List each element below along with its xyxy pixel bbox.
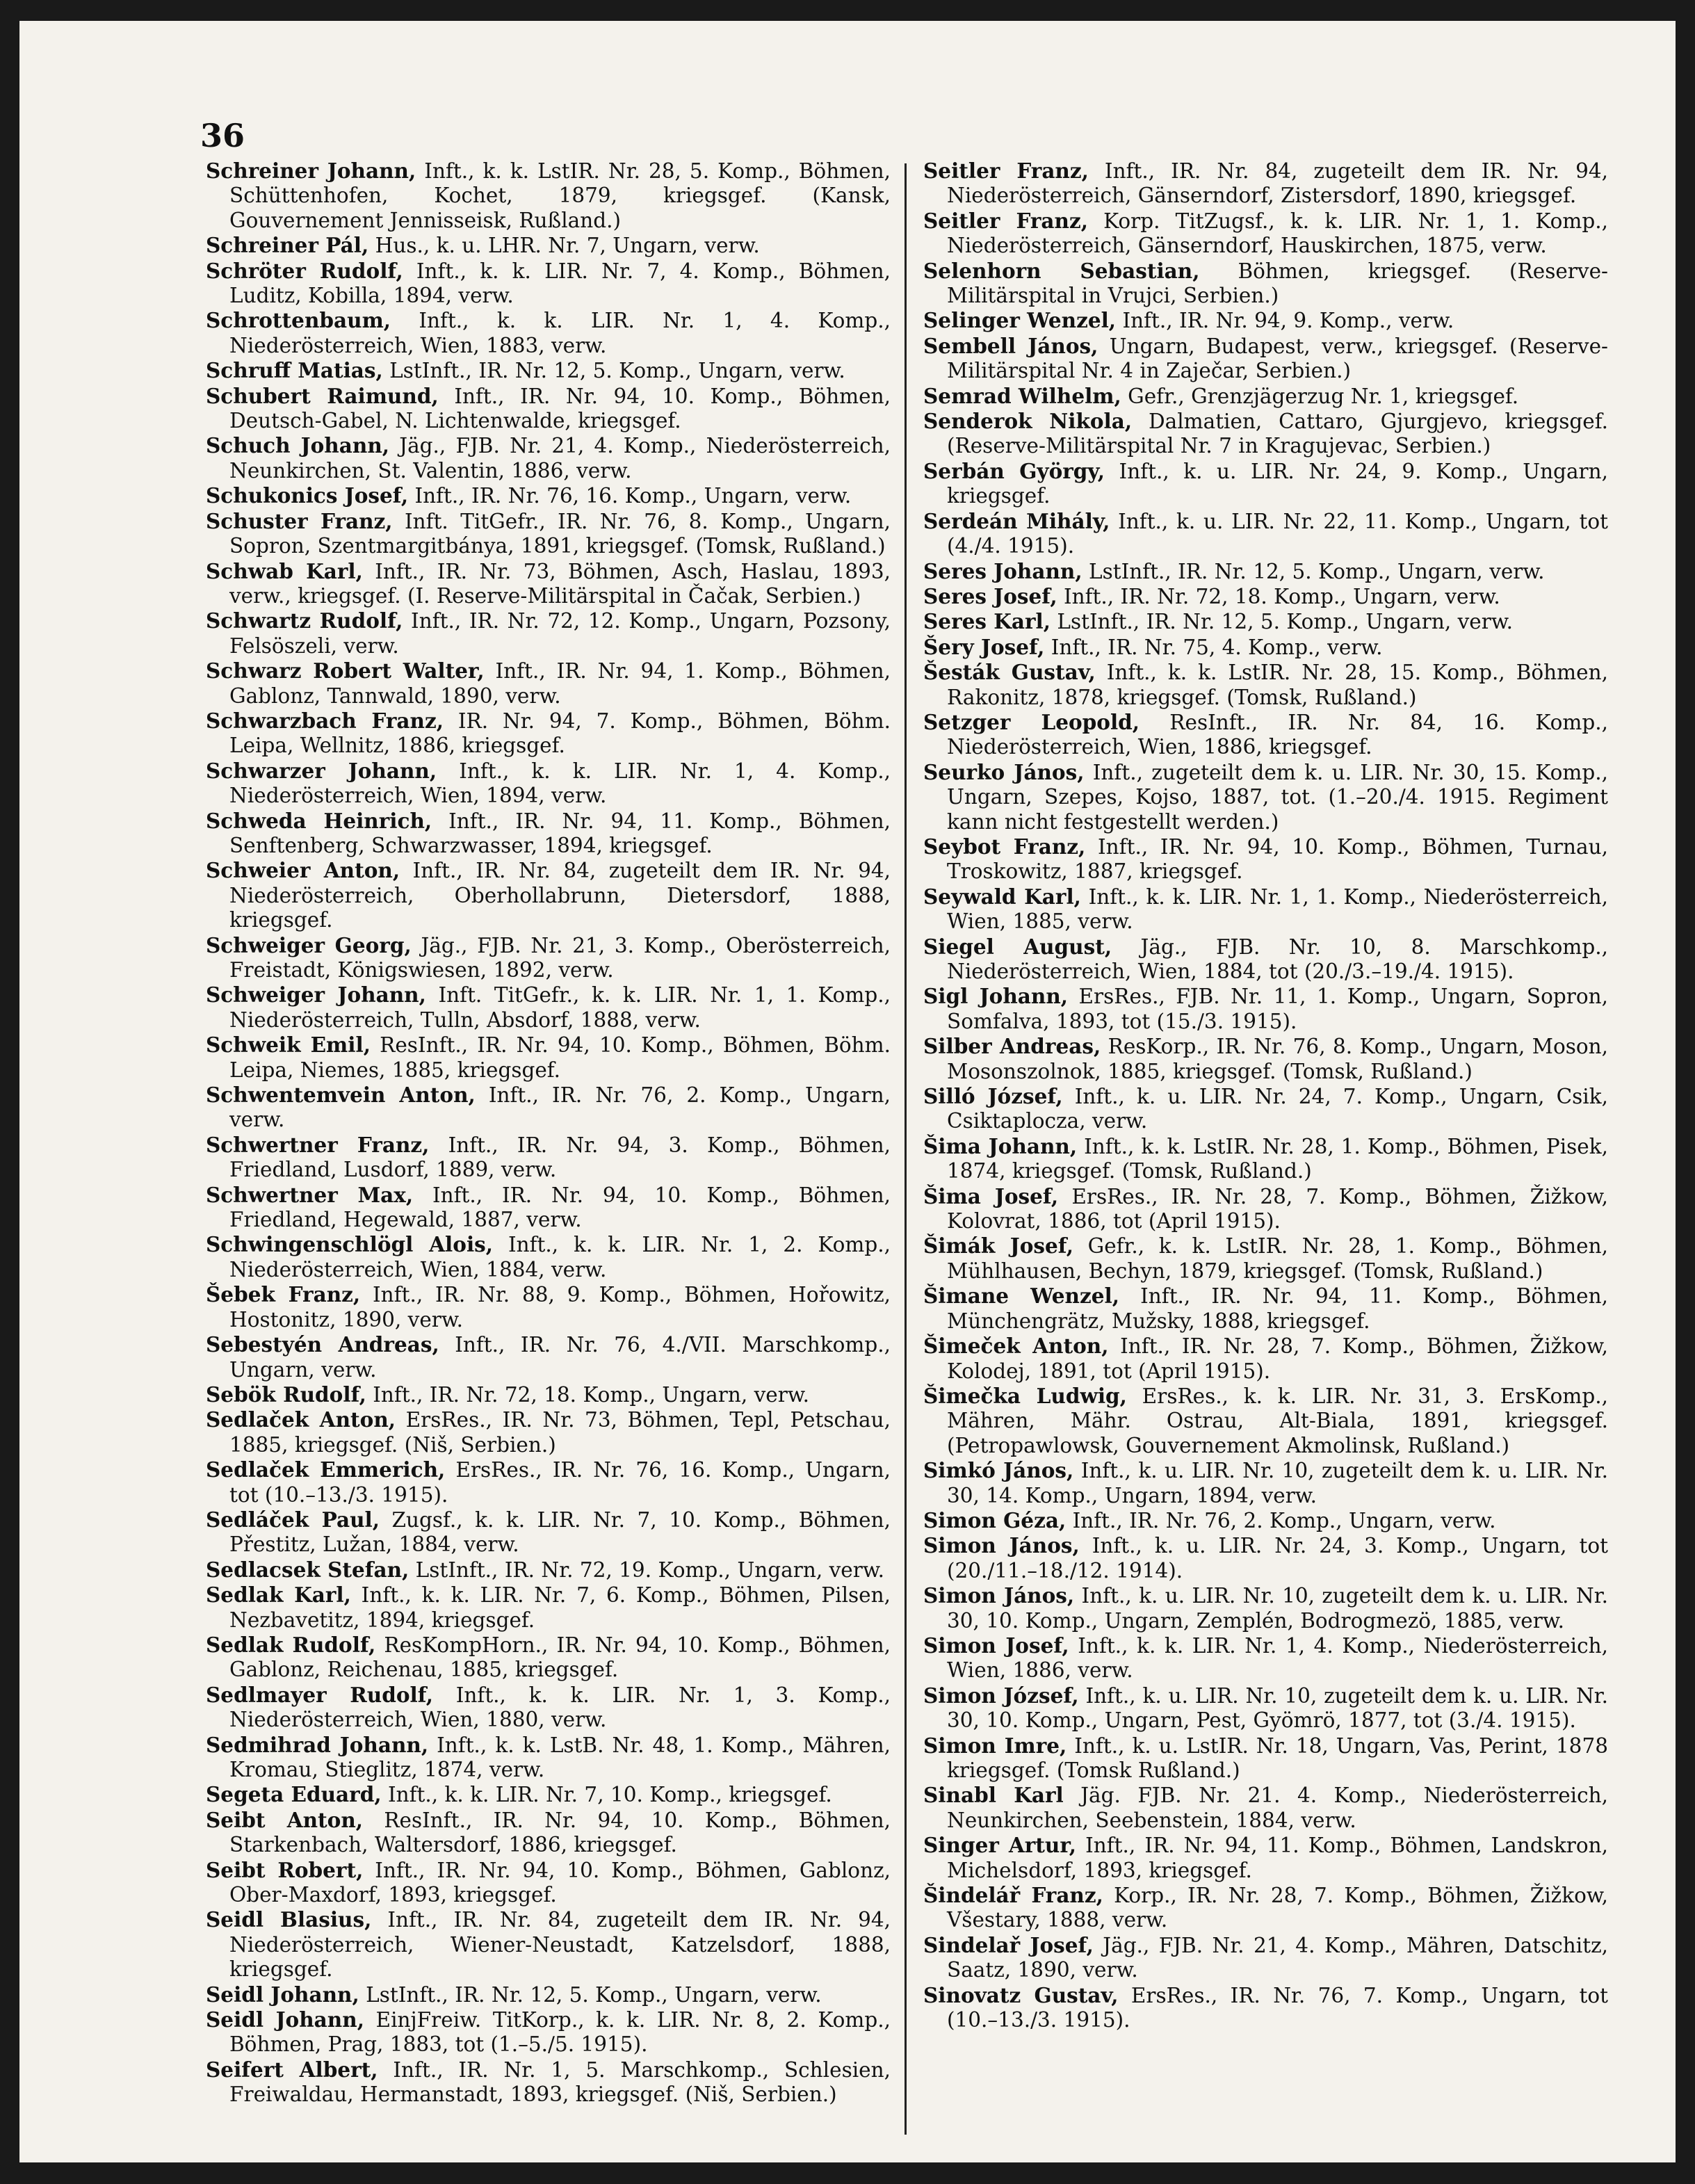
entry-details: Inft., k. k. LstIR. Nr. 28, 5. Komp., Böhmen, Schüttenhofen, Kochet, 1879, kriegsgef. (Kansk, Gouvernement Jennisseisk, Rußland.) [229,159,891,232]
entry-name: Serbán György, [923,458,1105,483]
list-item [206,2057,891,2108]
list-item [923,935,1608,985]
entry-name: Schreiner Johann, [206,159,416,183]
entry-details: Inft., k. k. LstIR. Nr. 28, 15. Komp., Böhmen, Rakonitz, 1878, kriegsgef. (Tomsk, Rußland.) [947,661,1608,709]
list-item [206,358,891,383]
list-item [206,1183,891,1233]
entry-name: Sinovatz Gustav, [923,1982,1119,2007]
entry-name: Šima Josef, [923,1183,1059,1208]
list-item [206,858,891,932]
entry-details: Jäg., FJB. Nr. 21, 4. Komp., Mähren, Datschitz, Saatz, 1890, verw. [947,1933,1609,1982]
entry-details: Inft., k. k. LstB. Nr. 48, 1. Komp., Mähren, Kromau, Stieglitz, 1874, verw. [229,1733,891,1781]
entry-name: Schweik Emil, [206,1033,371,1058]
entry-name: Simon János, [923,1583,1075,1608]
entry-name: Seibt Robert, [206,1857,364,1882]
list-item [206,709,891,759]
entry-details: LstInft., IR. Nr. 12, 5. Komp., Ungarn, verw. [1051,610,1513,634]
entry-name: Schreiner Pál, [206,233,369,258]
list-item [923,1933,1608,1983]
entry-details: EinjFreiw. TitKorp., k. k. LIR. Nr. 8, 2. Komp., Böhmen, Prag, 1883, tot (1.–5./5. 1915). [229,2008,891,2057]
entry-details: Inft., k. k. LIR. Nr. 1, 4. Komp., Niederösterreich, Wien, 1894, verw. [229,759,891,808]
list-item [206,259,891,309]
list-item [923,609,1608,634]
entry-details: Inft., IR. Nr. 94, 11. Komp., Böhmen, Senftenberg, Schwarzwasser, 1894, kriegsgef. [229,809,891,857]
page-sheet [19,21,1676,2162]
entry-details: Inft. TitGefr., IR. Nr. 76, 8. Komp., Ungarn, Sopron, Szentmargitbánya, 1891, kriegsgef. (Tomsk, Rußland.) [229,509,891,558]
entry-details: Inft., IR. Nr. 84, zugeteilt dem IR. Nr. 94, Niederösterreich, Wiener-Neustadt, Katzelsdorf, 1888, kriegsgef. [229,1908,891,1982]
entry-name: Šimečka Ludwig, [923,1383,1127,1408]
entry-details: Inft., IR. Nr. 84, zugeteilt dem IR. Nr. 94, Niederösterreich, Gänserndorf, Zistersdorf, 1890, kriegsgef. [947,159,1608,208]
entry-name: Schröter Rudolf, [206,258,403,283]
entry-details: Inft., IR. Nr. 1, 5. Marschkomp., Schlesien, Freiwaldau, Hermanstadt, 1893, kriegsgef. (Niš, Serbien.) [229,2057,891,2107]
entry-details: ErsRes., IR. Nr. 28, 7. Komp., Böhmen, Žižkow, Kolovrat, 1886, tot (April 1915). [947,1184,1608,1233]
entry-name: Silló József, [923,1084,1063,1109]
entry-details: Inft., IR. Nr. 73, Böhmen, Asch, Haslau, 1893, verw., kriegsgef. (I. Reserve-Militärspital in Čačak, Serbien.) [229,559,891,608]
list-item [923,1633,1608,1683]
list-item [923,459,1608,509]
entry-name: Sindelař Josef, [923,1932,1094,1957]
entry-name: Simon József, [923,1683,1079,1708]
list-item [206,1332,891,1382]
entry-name: Šery Josef, [923,634,1045,659]
entry-name: Sebestyén Andreas, [206,1332,439,1357]
entry-name: Seres Johann, [923,558,1082,583]
list-item [923,1284,1608,1334]
list-item [206,759,891,809]
list-item [206,384,891,434]
list-item [206,1083,891,1133]
entry-name: Schukonics Josef, [206,483,409,508]
column-divider [905,163,907,2135]
entry-details: ErsRes., IR. Nr. 76, 7. Komp., Ungarn, tot (10.–13./3. 1915). [947,1983,1609,2032]
entry-details: Inft., IR. Nr. 72, 18. Komp., Ungarn, verw. [366,1382,809,1407]
entry-details: Inft., k. k. LIR. Nr. 1, 4. Komp., Niederösterreich, Wien, 1883, verw. [229,309,891,357]
entry-name: Schweiger Johann, [206,982,426,1008]
list-item [206,159,891,233]
entry-details: Inft., k. u. LstIR. Nr. 18, Ungarn, Vas, Perint, 1878 kriegsgef. (Tomsk Rußland.) [947,1733,1608,1782]
entry-name: Šimane Wenzel, [923,1284,1120,1309]
list-item [923,1233,1608,1284]
list-item [923,1833,1608,1883]
entry-details: Inft. TitGefr., k. k. LIR. Nr. 1, 1. Komp., Niederösterreich, Tulln, Absdorf, 1888, verw. [229,983,891,1032]
entry-details: Inft., k. k. LIR. Nr. 1, 3. Komp., Niederösterreich, Wien, 1880, verw. [229,1683,891,1732]
list-item [923,1883,1608,1933]
list-item [206,233,891,258]
entry-details: Inft., IR. Nr. 88, 9. Komp., Böhmen, Hořowitz, Hostonitz, 1890, verw. [229,1283,891,1332]
entry-details: LstInft., IR. Nr. 12, 5. Komp., Ungarn, verw. [382,359,845,383]
list-item [206,809,891,859]
entry-details: Inft., IR. Nr. 94, 3. Komp., Böhmen, Friedland, Lusdorf, 1889, verw. [229,1133,891,1182]
entry-name: Sembell János, [923,333,1098,358]
entry-details: Inft., k. u. LIR. Nr. 10, zugeteilt dem k. u. LIR. Nr. 30, 10. Komp., Ungarn, Pest, Gyömrö, 1877, tot (3./4. 1915). [947,1683,1608,1733]
list-item [923,1533,1608,1583]
list-item [206,1558,891,1583]
list-item [923,334,1608,384]
list-item [206,1907,891,1982]
list-item [206,1033,891,1083]
entry-name: Seidl Blasius, [206,1907,372,1932]
entry-details: Korp., IR. Nr. 28, 7. Komp., Böhmen, Žižkow, Všestary, 1888, verw. [947,1884,1608,1932]
list-item [923,1683,1608,1733]
entry-details: Inft., k. k. LIR. Nr. 7, 6. Komp., Böhmen, Pilsen, Nezbavetitz, 1894, kriegsgef. [229,1583,891,1632]
entry-details: Inft., IR. Nr. 94, 1. Komp., Böhmen, Gablonz, Tannwald, 1890, verw. [229,659,891,708]
entry-name: Schwarzer Johann, [206,758,437,783]
list-item [923,884,1608,935]
list-item [206,1282,891,1332]
entry-details: Inft., IR. Nr. 94, 10. Komp., Böhmen, Friedland, Hegewald, 1887, verw. [229,1183,891,1232]
list-item [923,834,1608,884]
list-item [923,209,1608,259]
list-item [923,1783,1608,1833]
list-item [206,433,891,483]
list-item [923,1084,1608,1134]
entry-details: Zugsf., k. k. LIR. Nr. 7, 10. Komp., Böhmen, Přestitz, Lužan, 1884, verw. [229,1507,891,1557]
list-item [923,1334,1608,1384]
list-item [206,1782,891,1807]
entry-name: Seifert Albert, [206,2057,378,2082]
list-item [206,308,891,358]
entry-name: Sigl Johann, [923,984,1069,1009]
entry-details: Inft., k. k. LstIR. Nr. 28, 1. Komp., Böhmen, Pisek, 1874, kriegsgef. (Tomsk, Rußland.) [947,1134,1608,1183]
entry-name: Sedlaček Emmerich, [206,1457,446,1482]
entry-details: ErsRes., k. k. LIR. Nr. 31, 3. ErsKomp., Mähren, Mähr. Ostrau, Alt-Biala, 1891, kriegsgef. (Petropawlowsk, Gouvernement Akmolinsk, Rußland.) [947,1384,1608,1457]
entry-name: Šimák Josef, [923,1233,1074,1259]
list-item [923,1508,1608,1533]
list-item [206,1633,891,1683]
entry-name: Schweda Heinrich, [206,808,432,833]
entry-details: Jäg., FJB. Nr. 21, 3. Komp., Oberösterreich, Freistadt, Königswiesen, 1892, verw. [229,933,891,982]
entry-name: Schweiger Georg, [206,932,412,957]
list-item [206,1382,891,1407]
entry-name: Selenhorn Sebastian, [923,258,1200,283]
entry-details: ErsRes., IR. Nr. 73, Böhmen, Tepl, Petschau, 1885, kriegsgef. (Niš, Serbien.) [229,1408,891,1457]
entry-name: Sedlaček Anton, [206,1407,396,1432]
entry-details: LstInft., IR. Nr. 72, 19. Komp., Ungarn, verw. [409,1558,884,1582]
entry-name: Seidl Johann, [206,1982,359,2007]
list-item [206,658,891,709]
entry-name: Schwertner Max, [206,1182,414,1207]
entry-name: Schuster Franz, [206,508,393,533]
list-item [923,409,1608,459]
entry-details: ErsRes., FJB. Nr. 11, 1. Komp., Ungarn, Sopron, Somfalva, 1893, tot (15./3. 1915). [947,985,1608,1033]
list-item [923,584,1608,609]
entry-details: Inft., zugeteilt dem k. u. LIR. Nr. 30, 15. Komp., Ungarn, Szepes, Kojso, 1887, tot. (1.–20./4. 1915. Regiment kann nicht festgestellt werden.) [947,760,1608,834]
entry-name: Šebek Franz, [206,1282,361,1307]
entry-details: Inft., k. u. LIR. Nr. 22, 11. Komp., Ungarn, tot (4./4. 1915). [947,509,1608,558]
entry-details: Inft., IR. Nr. 94, 10. Komp., Böhmen, Gablonz, Ober-Maxdorf, 1893, kriegsgef. [229,1858,891,1907]
list-item [923,1034,1608,1084]
entry-name: Sinabl Karl [923,1783,1064,1808]
entry-name: Simon Josef, [923,1633,1069,1658]
entry-name: Segeta Eduard, [206,1782,382,1807]
entry-name: Simon János, [923,1533,1080,1558]
entry-name: Schuch Johann, [206,433,390,458]
entry-details: Inft., IR. Nr. 75, 4. Komp., verw. [1044,635,1383,659]
list-item [206,2007,891,2057]
list-item [206,509,891,559]
entry-name: Schwab Karl, [206,558,363,583]
entry-details: Inft., IR. Nr. 84, zugeteilt dem IR. Nr. 94, Niederösterreich, Oberhollabrunn, Dietersdorf, 1888, kriegsgef. [229,859,891,932]
list-item [923,384,1608,409]
entry-details: Jäg., FJB. Nr. 21, 4. Komp., Niederösterreich, Neunkirchen, St. Valentin, 1886, verw. [229,434,891,483]
entry-details: Böhmen, kriegsgef. (Reserve-Militärspital in Vrujci, Serbien.) [947,259,1608,308]
list-item [206,1133,891,1183]
list-item [206,1457,891,1507]
left-column [206,159,891,2108]
list-item [923,559,1608,584]
entry-details: Inft., IR. Nr. 94, 10. Komp., Böhmen, Turnau, Troskowitz, 1887, kriegsgef. [947,834,1608,884]
entry-details: ResKompHorn., IR. Nr. 94, 10. Komp., Böhmen, Gablonz, Reichenau, 1885, kriegsgef. [229,1633,891,1682]
list-item [206,483,891,508]
entry-details: Inft., k. u. LIR. Nr. 10, zugeteilt dem k. u. LIR. Nr. 30, 14. Komp., Ungarn, 1894, verw. [947,1459,1608,1507]
entry-details: Ungarn, Budapest, verw., kriegsgef. (Reserve-Militärspital Nr. 4 in Zaječar, Serbien.) [947,334,1608,383]
entry-details: Inft., IR. Nr. 28, 7. Komp., Böhmen, Žižkow, Kolodej, 1891, tot (April 1915). [947,1334,1609,1383]
entry-details: ResInft., IR. Nr. 84, 16. Komp., Niederösterreich, Wien, 1886, kriegsgef. [947,710,1608,759]
list-item [923,1184,1608,1234]
entry-name: Seybot Franz, [923,834,1086,859]
list-item [206,1808,891,1858]
entry-name: Sedláček Paul, [206,1507,380,1532]
list-item [923,1583,1608,1633]
entry-name: Serdeán Mihály, [923,508,1110,533]
entry-name: Šimeček Anton, [923,1334,1109,1359]
list-item [206,1982,891,2007]
entry-name: Siegel August, [923,934,1112,959]
entry-name: Schwingenschlögl Alois, [206,1232,494,1257]
entry-details: Inft., IR. Nr. 94, 11. Komp., Böhmen, Landskron, Michelsdorf, 1893, kriegsgef. [947,1834,1609,1882]
entry-details: Inft., IR. Nr. 76, 16. Komp., Ungarn, verw. [408,484,852,508]
entry-name: Setzger Leopold, [923,709,1140,734]
entry-name: Simon Imre, [923,1733,1067,1758]
entry-name: Seitler Franz, [923,208,1089,233]
entry-details: Inft., IR. Nr. 94, 11. Komp., Böhmen, Münchengrätz, Mužsky, 1888, kriegsgef. [947,1284,1609,1333]
entry-details: IR. Nr. 94, 7. Komp., Böhmen, Böhm. Leipa, Wellnitz, 1886, kriegsgef. [229,709,891,758]
entry-details: ErsRes., IR. Nr. 76, 16. Komp., Ungarn, tot (10.–13./3. 1915). [229,1458,891,1507]
entry-details: Inft., k. u. LIR. Nr. 24, 3. Komp., Ungarn, tot (20./11.–18./12. 1914). [947,1534,1608,1583]
entry-name: Šima Johann, [923,1133,1078,1158]
entry-details: ResInft., IR. Nr. 94, 10. Komp., Böhmen, Böhm. Leipa, Niemes, 1885, kriegsgef. [229,1033,891,1082]
entry-name: Schrottenbaum, [206,308,391,333]
entry-details: ResKorp., IR. Nr. 76, 8. Komp., Ungarn, Moson, Mosonszolnok, 1885, kriegsgef. (Tomsk, Rußland.) [947,1035,1608,1083]
entry-name: Seurko János, [923,759,1085,784]
list-item [923,1458,1608,1508]
list-item [206,1232,891,1282]
entry-name: Selinger Wenzel, [923,308,1117,333]
list-item [206,608,891,658]
entry-details: Inft., IR. Nr. 94, 9. Komp., verw. [1116,309,1454,333]
entry-details: Hus., k. u. LHR. Nr. 7, Ungarn, verw. [368,234,760,258]
entry-details: Inft., k. k. LIR. Nr. 1, 4. Komp., Niederösterreich, Wien, 1886, verw. [947,1633,1608,1683]
list-item [923,308,1608,333]
list-item [923,1384,1608,1458]
entry-details: Inft., IR. Nr. 72, 12. Komp., Ungarn, Pozsony, Felsöszeli, verw. [229,609,891,658]
entry-details: Jäg., FJB. Nr. 10, 8. Marschkomp., Niederösterreich, Wien, 1884, tot (20./3.–19./4. 1915). [947,935,1608,983]
entry-name: Schwarz Robert Walter, [206,658,485,683]
entry-name: Seidl Johann, [206,2007,364,2032]
page-number: 36 [200,117,245,154]
entry-details: Inft., k. k. LIR. Nr. 1, 1. Komp., Niederösterreich, Wien, 1885, verw. [947,884,1608,934]
entry-name: Singer Artur, [923,1833,1077,1858]
entry-name: Senderok Nikola, [923,409,1133,434]
entry-details: Inft., IR. Nr. 72, 18. Komp., Ungarn, verw. [1057,584,1500,608]
list-item [923,509,1608,559]
list-item [206,933,891,983]
entry-name: Schubert Raimund, [206,383,439,408]
list-item [923,660,1608,710]
list-item [206,1858,891,1908]
entry-name: Semrad Wilhelm, [923,383,1121,408]
entry-details: Inft., IR. Nr. 76, 2. Komp., Ungarn, verw. [229,1083,891,1132]
entry-name: Sedmihrad Johann, [206,1732,429,1757]
entry-name: Schwentemvein Anton, [206,1083,476,1108]
entry-name: Sebök Rudolf, [206,1382,366,1407]
list-item [923,710,1608,760]
entry-details: Gefr., k. k. LstIR. Nr. 28, 1. Komp., Böhmen, Mühlhausen, Bechyn, 1879, kriegsgef. (Tomsk, Rußland.) [947,1234,1608,1283]
entry-details: Inft., IR. Nr. 76, 4./VII. Marschkomp., Ungarn, verw. [229,1333,891,1382]
entry-name: Seres Karl, [923,609,1051,634]
entry-details: LstInft., IR. Nr. 12, 5. Komp., Ungarn, verw. [359,1982,822,2007]
entry-name: Sedlak Rudolf, [206,1632,376,1657]
list-item [206,559,891,609]
entry-name: Schwarzbach Franz, [206,708,444,733]
list-item [923,984,1608,1034]
list-item [923,1134,1608,1184]
entry-name: Schruff Matias, [206,358,383,383]
entry-name: Šesták Gustav, [923,660,1096,685]
list-item [206,1507,891,1558]
entry-details: Jäg. FJB. Nr. 21. 4. Komp., Niederösterreich, Neunkirchen, Seebenstein, 1884, verw. [947,1783,1608,1832]
entry-name: Sedlak Karl, [206,1583,351,1608]
list-item [206,1407,891,1457]
entry-details: Korp. TitZugsf., k. k. LIR. Nr. 1, 1. Komp., Niederösterreich, Gänserndorf, Hauskirchen, 1875, verw. [947,209,1609,258]
entry-details: Gefr., Grenzjägerzug Nr. 1, kriegsgef. [1121,384,1519,408]
entry-details: Inft., k. k. LIR. Nr. 7, 4. Komp., Böhmen, Luditz, Kobilla, 1894, verw. [229,259,891,308]
entry-name: Seywald Karl, [923,884,1081,909]
list-item [206,1683,891,1733]
entry-name: Silber Andreas, [923,1034,1101,1059]
list-item [206,1733,891,1783]
entry-name: Simon Géza, [923,1507,1067,1532]
entry-name: Sedlmayer Rudolf, [206,1682,434,1707]
list-item [923,259,1608,309]
list-item [206,1583,891,1633]
entry-details: Inft., IR. Nr. 94, 10. Komp., Böhmen, Deutsch-Gabel, N. Lichtenwalde, kriegsgef. [229,384,891,433]
list-item [923,1983,1608,2033]
entry-name: Seres Josef, [923,583,1057,608]
list-item [923,1733,1608,1783]
right-column [923,159,1608,2032]
entry-name: Šindelář Franz, [923,1883,1103,1908]
entry-details: Dalmatien, Cattaro, Gjurgjevo, kriegsgef. (Reserve-Militärspital Nr. 7 in Kragujevac, Serbien.) [947,410,1608,458]
entry-details: LstInft., IR. Nr. 12, 5. Komp., Ungarn, verw. [1082,559,1545,583]
list-item [923,635,1608,660]
entry-details: Inft., k. u. LIR. Nr. 24, 7. Komp., Ungarn, Csik, Csiktaplocza, verw. [947,1085,1608,1133]
list-item [206,982,891,1033]
entry-name: Schwertner Franz, [206,1132,430,1157]
entry-name: Seibt Anton, [206,1807,364,1832]
list-item [923,760,1608,834]
entry-details: Inft., k. k. LIR. Nr. 1, 2. Komp., Niederösterreich, Wien, 1884, verw. [229,1233,891,1281]
entry-name: Schwartz Rudolf, [206,608,403,633]
entry-details: ResInft., IR. Nr. 94, 10. Komp., Böhmen, Starkenbach, Waltersdorf, 1886, kriegsgef. [229,1808,891,1857]
entry-details: Inft., IR. Nr. 76, 2. Komp., Ungarn, verw. [1066,1508,1496,1532]
entry-details: Inft., k. k. LIR. Nr. 7, 10. Komp., kriegsgef. [381,1783,832,1807]
entry-name: Schweier Anton, [206,858,400,883]
entry-details: Inft., k. u. LIR. Nr. 10, zugeteilt dem k. u. LIR. Nr. 30, 10. Komp., Ungarn, Zemplén, Bodrogmezö, 1885, verw. [947,1584,1608,1633]
list-item [923,159,1608,209]
entry-details: Inft., k. u. LIR. Nr. 24, 9. Komp., Ungarn, kriegsgef. [947,459,1609,508]
entry-name: Sedlacsek Stefan, [206,1557,409,1582]
entry-name: Seitler Franz, [923,159,1089,183]
entry-name: Simkó János, [923,1458,1074,1483]
